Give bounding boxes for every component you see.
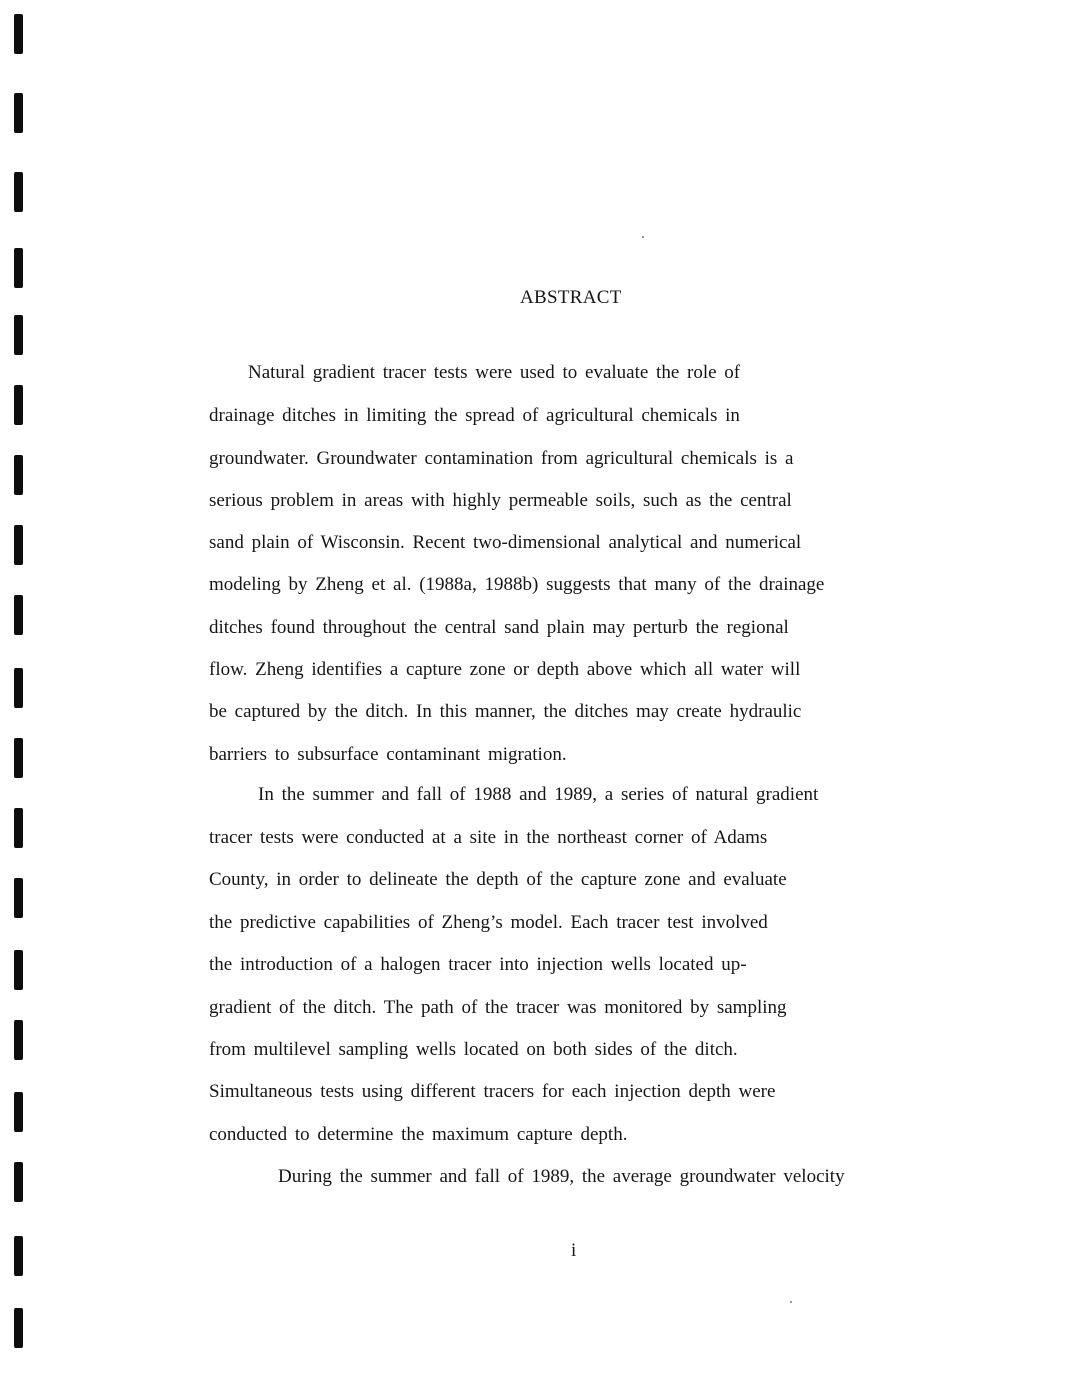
binding-mark	[14, 14, 23, 54]
binding-mark	[14, 738, 23, 778]
body-line: County, in order to delineate the depth of the capture zone and evaluate	[209, 869, 787, 890]
binding-mark	[14, 315, 23, 355]
binding-mark	[14, 455, 23, 495]
binding-marks	[0, 0, 40, 1380]
body-line: During the summer and fall of 1989, the average groundwater velocity	[278, 1166, 845, 1187]
body-line: ditches found throughout the central sand plain may perturb the regional	[209, 617, 789, 638]
body-line: Simultaneous tests using different tracers for each injection depth were	[209, 1081, 776, 1102]
body-line: serious problem in areas with highly permeable soils, such as the central	[209, 490, 792, 511]
binding-mark	[14, 808, 23, 848]
binding-mark	[14, 1092, 23, 1132]
body-line: Natural gradient tracer tests were used to evaluate the role of	[248, 362, 741, 383]
body-line: conducted to determine the maximum capture depth.	[209, 1124, 628, 1145]
body-line: sand plain of Wisconsin. Recent two-dimensional analytical and numerical	[209, 532, 802, 553]
body-line: be captured by the ditch. In this manner, the ditches may create hydraulic	[209, 701, 802, 722]
scan-speck	[790, 1301, 792, 1303]
body-line: In the summer and fall of 1988 and 1989, a series of natural gradient	[258, 784, 819, 805]
binding-mark	[14, 1308, 23, 1348]
binding-mark	[14, 1236, 23, 1276]
binding-mark	[14, 248, 23, 288]
binding-mark	[14, 668, 23, 708]
binding-mark	[14, 525, 23, 565]
body-line: drainage ditches in limiting the spread of agricultural chemicals in	[209, 405, 740, 426]
binding-mark	[14, 93, 23, 133]
binding-mark	[14, 878, 23, 918]
binding-mark	[14, 1162, 23, 1202]
binding-mark	[14, 950, 23, 990]
body-line: tracer tests were conducted at a site in the northeast corner of Adams	[209, 827, 768, 848]
binding-mark	[14, 1020, 23, 1060]
body-line: flow. Zheng identifies a capture zone or depth above which all water will	[209, 659, 801, 680]
body-line: the introduction of a halogen tracer into injection wells located up-	[209, 954, 747, 975]
page-number: i	[571, 1240, 577, 1261]
body-line: the predictive capabilities of Zheng’s model. Each tracer test involved	[209, 912, 768, 933]
body-line: groundwater. Groundwater contamination from agricultural chemicals is a	[209, 448, 794, 469]
abstract-heading: ABSTRACT	[520, 287, 622, 308]
binding-mark	[14, 172, 23, 212]
scan-speck	[642, 236, 644, 238]
body-line: from multilevel sampling wells located on both sides of the ditch.	[209, 1039, 738, 1060]
binding-mark	[14, 595, 23, 635]
body-line: barriers to subsurface contaminant migration.	[209, 744, 567, 765]
binding-mark	[14, 385, 23, 425]
body-line: modeling by Zheng et al. (1988a, 1988b) suggests that many of the drainage	[209, 574, 825, 595]
body-line: gradient of the ditch. The path of the tracer was monitored by sampling	[209, 997, 787, 1018]
